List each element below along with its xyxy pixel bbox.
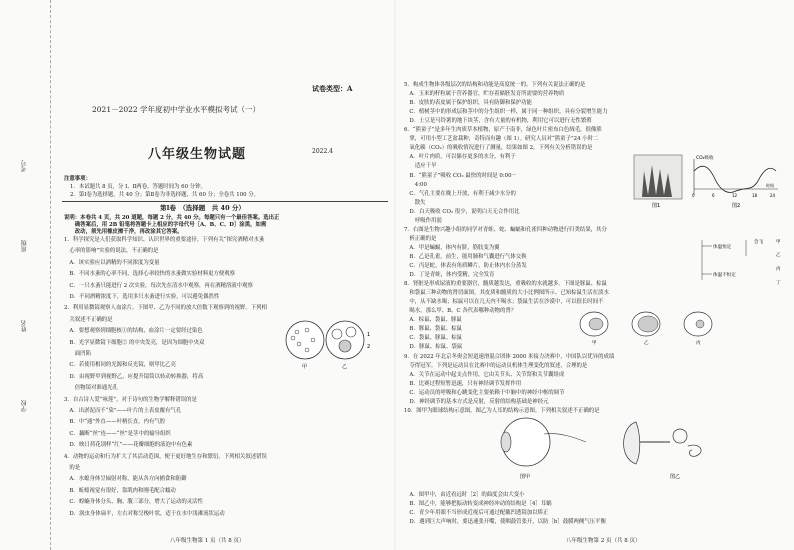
- question-line: B．比赛过程短暂迅速，只有神经调节发挥作用: [404, 380, 522, 387]
- classification-tree: [698, 234, 786, 296]
- section-title: 第Ⅰ卷 （选择题 共 40 分）: [160, 204, 245, 212]
- label-jia: 甲: [302, 364, 308, 370]
- fig1-caption: 图1: [652, 203, 661, 209]
- co2-curve: [694, 166, 776, 192]
- question-line: A．水螅身体呈辐射对称，能从各方向捕食和防御: [64, 476, 187, 483]
- eye-caption: 图甲: [520, 474, 531, 480]
- question-line: D．丁是青蛙，体内受精，完全发育: [404, 272, 495, 279]
- svg-text:24: 24: [770, 193, 776, 198]
- question-line: B．不同水蚤的心率不同，选择心率较快的水蚤做实验材料更方便观察: [64, 271, 236, 278]
- svg-text:12: 12: [732, 193, 738, 198]
- question-line: D．遇到巨大声响时，要迅速张开嘴，使咽鼓管张开，以防［b］鼓膜两侧气压平衡: [404, 519, 606, 525]
- svg-text:丁: 丁: [776, 281, 781, 286]
- svg-text:甲: 甲: [592, 341, 597, 346]
- question-line: B．皮肤的表皮属于保护组织，具有防御和保护功能: [404, 100, 532, 107]
- co2-chart: [692, 154, 778, 209]
- question-line: 适应干旱: [404, 163, 437, 170]
- question-line: A．出淤泥而不“染”——叶片的上表皮覆有气孔: [64, 408, 182, 414]
- question-line: A．棕鼠、袋鼠、豚鼠: [404, 317, 462, 324]
- exam-type: 试卷类型：A: [312, 84, 353, 93]
- question-line: D．豚鼠、棕鼠、袋鼠: [404, 344, 463, 351]
- note-line: 1．本试题共 8 页，分 Ⅰ、Ⅱ两卷。答题时间为 60 分钟。: [70, 184, 206, 190]
- question-line: A．玉米的籽粒属于营养器官，贮存着储胚发育所需要的营养物质: [404, 91, 565, 98]
- question-line: 倍物镜对准通光孔: [64, 385, 118, 392]
- question-line: D．映日荷花别样“红”——花瓣细胞的液泡中有色素: [64, 442, 193, 449]
- question-line: 5．构成生物体各级层次的结构和功能是高度统一的。下列有关说法正确的是: [404, 82, 586, 88]
- svg-text:0: 0: [692, 193, 695, 198]
- question-line: 析正确的是: [404, 235, 437, 242]
- gutter-school: 学校: [21, 400, 28, 412]
- question-line: A．关节在运动中起支点作用，它由关节头、关节窝和关节囊组成: [404, 371, 565, 378]
- svg-text:体温不恒定: 体温不恒定: [713, 273, 736, 278]
- question-line: 4．动物的运动和行为扩大了其活动范围，便于更好地生存和繁衍。下列相关叙述错误: [64, 453, 267, 460]
- question-line: C．运动员的呼吸和心跳变化主要依赖于中脑中的神经中枢的调节: [404, 389, 565, 396]
- question-line: 的是: [64, 465, 81, 471]
- question-line: 氧化碳（CO₂）的吸收情况进行了测量，结果如图 2，下列有关分析错误的是: [404, 145, 593, 152]
- page-title: 八年级生物试题: [148, 147, 247, 162]
- question-line: 心率的影响”实验的说法，不正确的是: [64, 248, 159, 255]
- blood-smear-figure: [283, 318, 373, 370]
- ear-caption: 图乙: [670, 474, 681, 480]
- svg-text:6: 6: [712, 193, 715, 198]
- question-line: B．图乙中，能够把振动转变成神经冲动的结构是［4］耳蜗: [404, 501, 552, 507]
- svg-text:甲: 甲: [776, 240, 781, 245]
- eye-ear-figure: [456, 412, 756, 484]
- question-line: C．丙是蛇，体表有角质鳞片，防止体内水分蒸发: [404, 263, 527, 269]
- gutter-number: 考号: [21, 160, 28, 172]
- question-line: A．该实验应以酒精的不同浓度为变量: [64, 259, 160, 266]
- bear-cub-plant-figure: [634, 155, 682, 209]
- question-line: 关叙述不正确的是: [64, 316, 113, 323]
- question-line: 10．图甲为眼球结构示意图，图乙为人耳的结构示意图。下列相关叙述不正确的是: [404, 407, 600, 414]
- binding-gutter: [0, 0, 51, 550]
- gutter-class: 班级: [21, 240, 28, 252]
- svg-text:体温恒定: 体温恒定: [713, 245, 732, 250]
- svg-text:时间: 时间: [766, 183, 774, 188]
- exam-header: 2021－2022 学年度初中学业水平模拟考试（一）: [92, 105, 261, 114]
- notes-title: 注意事项：: [64, 176, 91, 182]
- question-line: 2．利用显微镜观察人血涂片，下图甲、乙为不同的放大倍数下观察到的视野。下列相: [64, 305, 267, 312]
- question-line: C．植树茎中的形成层和茎中的分生组织一样，属于同一种组织，具有分裂增生能力: [404, 109, 608, 116]
- divider: [62, 201, 388, 202]
- question-line: B．蚯蚓视觉有很好，靠肌肉和刚毛配合蠕动: [64, 487, 176, 494]
- question-line: 喝水。那么甲、B、C 各代表哪种动物的肾？: [404, 308, 517, 315]
- question-line: A．叶片肉质，可以储存更多的水分，有利于: [404, 154, 516, 161]
- question-line: 散失: [404, 199, 426, 206]
- question-line: 面凹陷: [64, 351, 91, 357]
- right-page: [396, 0, 794, 550]
- question-line: B．“熊童子”吸收 CO₂ 最快的时间是 0:00－: [404, 172, 517, 179]
- question-line: D．神经调节的基本方式是反射，反射的结构基础是神经元: [404, 398, 549, 405]
- svg-text:丙: 丙: [776, 267, 781, 272]
- question-line: C．青少年用眼不当形成近视后可通过配戴凹透镜加以矫正: [404, 510, 549, 516]
- question-line: 6．“熊童子”是多年生肉质草本植物，原产于南非，绿色叶片密布白色绒毛，很像熊: [404, 127, 602, 134]
- question-line: A．甲是蝙蝠，体内有脐，筋肢变为翼: [404, 244, 500, 251]
- question-line: C．气孔主要在晚上开放，有利于减少水分的: [404, 190, 516, 197]
- left-page: [0, 0, 394, 550]
- question-line: D．涡虫身体扁平，左右对称呈梭叶状，适于在水中浅滩流状运动: [64, 510, 225, 517]
- question-line: D．由视野甲到视野乙，应提升镜筒以转动转换器，将高: [64, 373, 204, 380]
- label-yi: 乙: [342, 364, 348, 370]
- question-line: C．袋鼠、豚鼠、棕鼠: [404, 335, 463, 342]
- question-line: C．蝗蝻身体分头、胸、腹三部分，增大了运动的灵活性: [64, 499, 203, 506]
- svg-text:会飞: 会飞: [754, 240, 764, 245]
- question-line: 夺得冠军。下列是运动员在比赛中的运动员机体生理变化的叙述，合理的是: [404, 362, 588, 369]
- question-line: 掌，可用小型工艺盆栽种，奇特而有趣（图 1）。研究人员对“熊童子”24 小时二: [404, 136, 599, 143]
- co2-axis-label: CO₂吸收: [696, 156, 714, 161]
- instruction-line: 改动，须先用橡皮擦干净，再改涂其它答案。: [64, 229, 183, 235]
- svg-text:乙: 乙: [776, 253, 781, 258]
- question-line: 8．肾脏是形成尿液的重要器官，髓质越发达，重吸收的水就越多。下图是豚鼠、棕鼠: [404, 281, 607, 288]
- question-line: C．一只水蚤只能进行 2 次实验，每次先在清水中观察，再在酒精溶液中观察: [64, 282, 253, 289]
- instruction-line: 确答案后，用 2B 铅笔将答题卡上相应的字母代号［A、B、C、D］涂黑，如需: [64, 222, 267, 228]
- question-line: D．白天吸收 CO₂ 很少，说明白天无合作用比: [404, 208, 520, 215]
- svg-text:丙: 丙: [696, 341, 701, 346]
- label-2: 2: [367, 344, 371, 350]
- question-line: 和袋鼠三种动物的肾切面图，其皮质和髓质的大小比例图所示。已知棕鼠生活在淡水: [404, 290, 609, 297]
- svg-text:乙: 乙: [644, 341, 649, 346]
- question-line: 中，从不缺水喝；棕鼠可以在几天内不喝水；袋鼠生活在沙漠中，可以很长时间不: [404, 299, 604, 306]
- exam-date: 2022.4: [312, 148, 333, 155]
- question-line: B．中“通”外直——叶柄长直，内有气腔: [64, 419, 166, 426]
- question-line: B．乙是孔雀，前生，能用肺和气囊进行气体交换: [404, 253, 527, 260]
- question-line: 呼吸作用弱: [404, 217, 442, 224]
- eye-diagram: [501, 418, 586, 480]
- question-line: 4:00: [404, 181, 427, 188]
- page-footer: 八年级生物第 1 页（共 8 页）: [170, 538, 245, 544]
- question-line: A．要想观察到细胞核①的结构，血涂片一定要经过染色: [64, 328, 203, 335]
- question-line: 7．右图是生物兴趣小组的同学对青蛙、蛇、蝙蝠和孔雀四种动物进行归类结果，其分: [404, 226, 607, 233]
- ear-diagram: [624, 422, 701, 480]
- svg-text:18: 18: [752, 193, 758, 198]
- question-line: 9．在 2022 年北京冬奥会短道速滑混合团体 2000 米接力决赛中，中国队以优异的成绩: [404, 353, 615, 360]
- question-line: C．若使用相同的光源和反光镜，则甲比乙亮: [64, 362, 176, 369]
- question-line: A．图甲中，由近看远时［2］的曲度会由大变小: [404, 492, 525, 498]
- question-line: C．藕断“丝”连——“丝”是茎中的输导组织: [64, 430, 171, 437]
- page-footer: 八年级生物第 2 页（共 8 页）: [566, 538, 641, 544]
- gutter-name: 姓名: [21, 320, 28, 332]
- question-line: D．土豆是马铃薯的地下块茎，含有大量的有机物，利用它可以进行无性繁殖: [404, 118, 592, 125]
- note-line: 2．第Ⅰ卷为选择题，共 40 分；第Ⅱ卷为非选择题，共 60 分；全卷共 100 分。: [70, 192, 260, 198]
- kidney-sections-figure: [574, 306, 724, 346]
- instruction-line: 说明：本卷共 4 页，共 20 道题，每题 2 分，共 40 分。每题只有一个最佳答案。选出正: [64, 215, 280, 221]
- label-1: 1: [367, 332, 371, 338]
- q6-figures: [632, 151, 782, 211]
- question-line: 1．科学探究是人们获取科学知识、认识世界的重要途径。下列有关“探究酒精对水蚤: [64, 237, 265, 243]
- question-line: D．不同酒精浓度下，选用多只水蚤进行实验，可以避免偶然性: [64, 294, 220, 300]
- view-jia: [286, 321, 324, 359]
- question-line: 3．自古诗人爱“咏莲”，对于诗句的生物学解释错误的是: [64, 396, 197, 403]
- question-line: B．豚鼠、袋鼠、棕鼠: [404, 326, 462, 333]
- question-line: B．光学显微镜下细胞② 的中央发亮，是因为细胞中央双: [64, 339, 205, 346]
- fig2-caption: 图2: [732, 203, 741, 209]
